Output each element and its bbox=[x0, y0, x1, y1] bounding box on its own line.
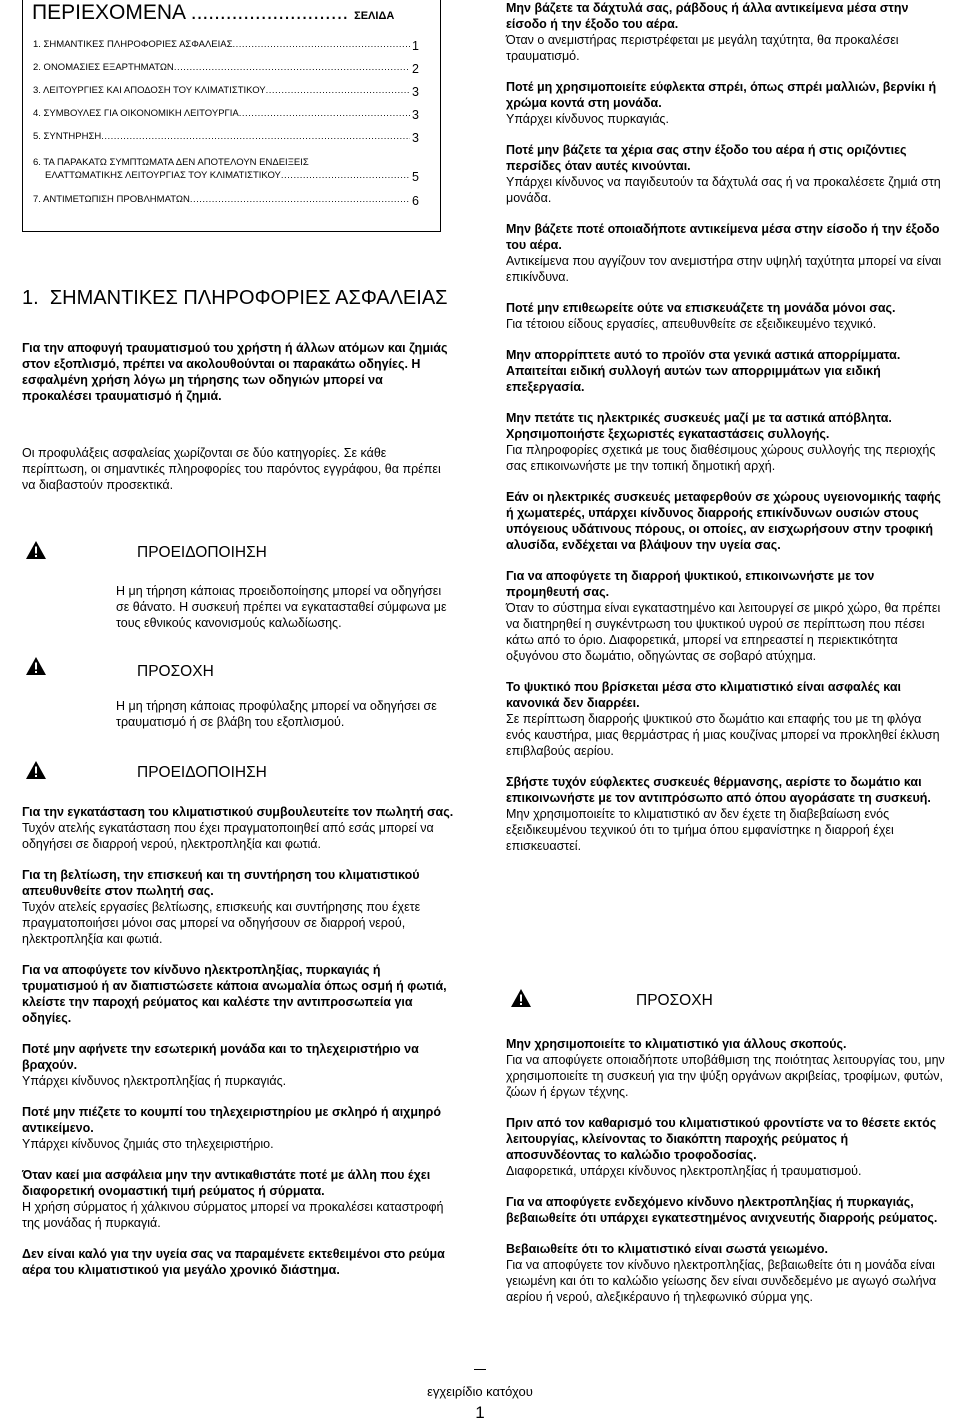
safety-item-heading: Μην βάζετε τα δάχτυλά σας, ράβδους ή άλλα αντικείμενα μέσα στην είσοδο ή την έξοδο του αέρα. bbox=[506, 1, 909, 31]
safety-item-heading: Μην πετάτε τις ηλεκτρικές συσκευές μαζί με τα αστικά απόβλητα. Χρησιμοποιήστε ξεχωριστές εγκαταστάσεις συλλογής. bbox=[506, 411, 892, 441]
safety-item-text: Υπάρχει κίνδυνος ζημιάς στο τηλεχειριστήριο. bbox=[22, 1137, 274, 1151]
safety-item-heading: Το ψυκτικό που βρίσκεται μέσα στο κλιματιστικό είναι ασφαλές και κανονικά δεν διαρρέει. bbox=[506, 680, 902, 710]
toc-item[interactable] bbox=[33, 38, 419, 54]
toc-item-label: 4. ΣΥΜΒΟΥΛΕΣ ΓΙΑ ΟΙΚΟΝΟΜΙΚΗ ΛΕΙΤΟΥΡΓΙΑ bbox=[33, 108, 239, 119]
safety-item-heading: Μην απορρίπτετε αυτό το προϊόν στα γενικά αστικά απορρίμματα. Απαιτείται ειδική συλλογή αυτών των απορριμμάτων για ειδική επεξεργασία. bbox=[506, 348, 901, 394]
section-heading bbox=[22, 285, 448, 311]
safety-item-heading: Ποτέ μην πιέζετε το κουμπί του τηλεχειριστηρίου με σκληρό ή αιχμηρό αντικείμενο. bbox=[22, 1105, 442, 1135]
safety-item-heading: Δεν είναι καλό για την υγεία σας να παραμένετε εκτεθειμένοι στο ρεύμα αέρα του κλιματιστικού για μεγάλο χρονικό διάστημα. bbox=[22, 1247, 445, 1277]
warning-triangle-icon bbox=[25, 540, 47, 560]
intro-bold: Για την αποφυγή τραυματισμού του χρήστη ή άλλων ατόμων και ζημιάς στον εξοπλισμό, πρέπει να ακολουθούνται οι παρακάτω οδηγίες. Η εσφαλμένη χρήση λόγω μη τήρησης των οδηγιών μπορεί να προκαλέσει τραυματισμό ή ζημιά. bbox=[22, 341, 448, 403]
toc-item-label: ΕΛΑΤΤΩΜΑΤΙΚΗΣ ΛΕΙΤΟΥΡΓΙΑΣ ΤΟΥ ΚΛΙΜΑΤΙΣΤΙΚΟΥ bbox=[45, 170, 281, 181]
safety-item bbox=[22, 867, 454, 947]
safety-item-text: Για πληροφορίες σχετικά με τους διαθέσιμους χώρους συλλογής της περιοχής σας επικοινωνήστε με την τοπική δημοτική αρχή. bbox=[506, 443, 936, 473]
footer-label: εγχειρίδιο κατόχου bbox=[427, 1384, 533, 1399]
toc-item-label: 1. ΣΗΜΑΝΤΙΚΕΣ ΠΛΗΡΟΦΟΡΙΕΣ ΑΣΦΑΛΕΙΑΣ bbox=[33, 39, 233, 50]
safety-item-text: Όταν το σύστημα είναι εγκαταστημένο και λειτουργεί σε μικρό χώρο, θα πρέπει να διατηρηθεί η συγκέντρωση του ψυκτικού υγρού σε περίπτωση που πέσει κάτω από το όριο. Διαφορετικά, μπορεί να επηρεαστεί η περιεκτικότητα οξυγόνου στο δωμάτιο, οδηγώντας σε σοβαρό ατύχημα. bbox=[506, 601, 941, 663]
safety-item bbox=[506, 0, 946, 64]
safety-item bbox=[506, 1036, 946, 1100]
toc-item-label: 3. ΛΕΙΤΟΥΡΓΙΕΣ ΚΑΙ ΑΠΟΔΟΣΗ ΤΟΥ ΚΛΙΜΑΤΙΣΤΙΚΟΥ bbox=[33, 85, 266, 96]
toc-item-page: 3 bbox=[412, 85, 419, 99]
toc-item-page: 3 bbox=[412, 131, 419, 145]
safety-item-heading: Εάν οι ηλεκτρικές συσκευές μεταφερθούν σε χώρους υγειονομικής ταφής ή χωματερές, υπάρχει κίνδυνος διαρροής επικίνδυνων ουσιών στους υπόγειους υδάτινους πόρους, οι οποίες, αν εισχωρήσουν στην τροφική αλυσίδα, ενδέχεται να βλάψουν την υγεία σας. bbox=[506, 490, 941, 552]
caution-triangle-icon bbox=[25, 656, 47, 676]
safety-item-text: Η χρήση σύρματος ή χάλκινου σύρματος μπορεί να προκαλέσει καταστροφή της μονάδας ή πυρκαγιά. bbox=[22, 1200, 444, 1230]
toc-item[interactable] bbox=[33, 130, 419, 146]
safety-item bbox=[506, 221, 946, 285]
safety-item-text: Τυχόν ατελής εγκατάσταση που έχει πραγματοποιηθεί από εσάς μπορεί να οδηγήσει σε διαρροή νερού, ηλεκτροπληξία και φωτιά. bbox=[22, 821, 434, 851]
safety-item-heading: Για την εγκατάσταση του κλιματιστικού συμβουλευτείτε τον πωλητή σας. bbox=[22, 805, 454, 819]
safety-item-heading: Για να αποφύγετε τη διαρροή ψυκτικού, επικοινωνήστε με τον προμηθευτή σας. bbox=[506, 569, 875, 599]
safety-item-heading: Ποτέ μη χρησιμοποιείτε εύφλεκτα σπρέι, όπως σπρέι μαλλιών, βερνίκι ή χρώμα κοντά στη μονάδα. bbox=[506, 80, 937, 110]
toc-heading bbox=[32, 0, 394, 29]
toc-item-label: 2. ΟΝΟΜΑΣΙΕΣ ΕΞΑΡΤΗΜΑΤΩΝ bbox=[33, 62, 174, 73]
toc-item[interactable] bbox=[33, 193, 419, 209]
section-title: ΣΗΜΑΝΤΙΚΕΣ ΠΛΗΡΟΦΟΡΙΕΣ ΑΣΦΑΛΕΙΑΣ bbox=[49, 287, 448, 309]
box-caution-title: ΠΡΟΣΟΧΗ bbox=[137, 663, 214, 680]
safety-item bbox=[506, 142, 946, 206]
toc-title: ΠΕΡΙΕΧΟΜΕΝΑ bbox=[32, 1, 185, 24]
toc-title-dots: ........................... bbox=[190, 1, 349, 24]
safety-item-text: Για να αποφύγετε τον κίνδυνο ηλεκτροπληξίας, βεβαιωθείτε ότι η μονάδα είναι γειωμένη και ότι το καλώδιο γείωσης δεν είναι συνδεδεμένο με αγωγό σωλήνα αερίου ή νερού, αλεξικέραυνο ή τηλεφωνικό σύρμα γης. bbox=[506, 1258, 937, 1304]
box-warning-text: Η μη τήρηση κάποιας προειδοποίησης μπορεί να οδηγήσει σε θάνατο. Η συσκευή πρέπει να εγκατασταθεί σύμφωνα με τους εθνικούς κανονισμούς καλωδίωσης. bbox=[116, 584, 447, 630]
safety-item bbox=[506, 79, 946, 127]
intro-text: Οι προφυλάξεις ασφαλείας χωρίζονται σε δύο κατηγορίες. Σε κάθε περίπτωση, οι σημαντικές πληροφορίες του παρόντος εγγράφου, θα πρέπει να διαβαστούν προσεκτικά. bbox=[22, 446, 441, 492]
safety-item-text: Υπάρχει κίνδυνος ηλεκτροπληξίας ή πυρκαγιάς. bbox=[22, 1074, 287, 1088]
toc-item[interactable] bbox=[33, 61, 419, 77]
toc-item[interactable] bbox=[33, 107, 419, 123]
safety-item bbox=[506, 347, 946, 395]
section-number: 1. bbox=[22, 287, 39, 309]
toc-item-line1: 6. ΤΑ ΠΑΡΑΚΑΤΩ ΣΥΜΠΤΩΜΑΤΑ ΔΕΝ ΑΠΟΤΕΛΟΥΝ ΕΝΔΕΙΞΕΙΣ bbox=[33, 157, 309, 168]
safety-item bbox=[506, 300, 946, 332]
safety-item bbox=[506, 774, 946, 854]
safety-item-text: Για να αποφύγετε οποιαδήποτε υποβάθμιση της ποιότητας λειτουργίας του, μην χρησιμοποιείτε τη συσκευή για την ψύξη οργάνων ακριβείας, τροφίμων, φυτών, ζώων ή έργων τέχνης. bbox=[506, 1053, 945, 1099]
safety-item-heading: Μην βάζετε ποτέ οποιαδήποτε αντικείμενα μέσα στην είσοδο ή την έξοδο του αέρα. bbox=[506, 222, 940, 252]
safety-item-text: Αντικείμενα που αγγίζουν τον ανεμιστήρα στην υψηλή ταχύτητα μπορεί να είναι επικίνδυνα. bbox=[506, 254, 942, 284]
toc-item-page: 6 bbox=[412, 194, 419, 208]
toc-item-page: 5 bbox=[412, 170, 419, 184]
safety-item-text: Μην χρησιμοποιείτε το κλιματιστικό αν δεν έχετε τη διαβεβαίωση ενός εξειδικευμένου τεχνικού ότι το τμήμα όπου εμφανίστηκε η διαρροή έχει επισκευαστεί. bbox=[506, 807, 894, 853]
toc-item-label: 5. ΣΥΝΤΗΡΗΣΗ bbox=[33, 131, 102, 142]
warning-triangle-icon bbox=[25, 760, 47, 780]
toc-item-page: 1 bbox=[412, 39, 419, 53]
safety-item-text: Όταν ο ανεμιστήρας περιστρέφεται με μεγάλη ταχύτητα, θα προκαλέσει τραυματισμό. bbox=[506, 33, 899, 63]
page-number: 1 bbox=[475, 1403, 485, 1422]
safety-item-heading: Ποτέ μην βάζετε τα χέρια σας στην έξοδο του αέρα ή στις οριζόντιες περσίδες όταν αυτές κινούνται. bbox=[506, 143, 907, 173]
safety-item bbox=[506, 1241, 946, 1305]
safety-item bbox=[22, 1041, 454, 1089]
safety-item bbox=[22, 1167, 454, 1231]
safety-item bbox=[506, 679, 946, 759]
table-of-contents bbox=[22, 0, 441, 232]
safety-item bbox=[506, 1115, 946, 1179]
toc-item[interactable] bbox=[45, 169, 419, 185]
safety-item-text: Σε περίπτωση διαρροής ψυκτικού στο δωμάτιο και επαφής του με τη φλόγα ενός καυστήρα, μιας θερμάστρας ή μιας κουζίνας μπορεί να προκληθεί έκλυση επιβλαβούς αερίου. bbox=[506, 712, 940, 758]
safety-item bbox=[506, 568, 946, 664]
safety-item-text: Υπάρχει κίνδυνος πυρκαγιάς. bbox=[506, 112, 669, 126]
safety-item-heading: Πριν από τον καθαρισμό του κλιματιστικού φροντίστε να το θέσετε εκτός λειτουργίας, κλείνοντας το διακόπτη παροχής ρεύματος ή αποσυνδέοντας το καλώδιο τροφοδοσίας. bbox=[506, 1116, 937, 1162]
caution-triangle-icon bbox=[510, 988, 532, 1008]
toc-item[interactable] bbox=[33, 84, 419, 100]
toc-page-column-label: ΣΕΛΙΔΑ bbox=[354, 10, 395, 22]
safety-item-text: Υπάρχει κίνδυνος να παγιδευτούν τα δάχτυλά σας ή να προκαλέσετε ζημιά στη μονάδα. bbox=[506, 175, 941, 205]
safety-item bbox=[506, 1194, 946, 1226]
right-caution-list bbox=[506, 1036, 946, 1305]
toc-item-page: 3 bbox=[412, 108, 419, 122]
box-warning-title-2: ΠΡΟΕΙΔΟΠΟΙΗΣΗ bbox=[137, 764, 267, 781]
safety-item bbox=[22, 804, 454, 852]
right-warning-list bbox=[506, 0, 946, 854]
safety-item-text: Διαφορετικά, υπάρχει κίνδυνος ηλεκτροπληξίας ή τραυματισμού. bbox=[506, 1164, 862, 1178]
safety-item bbox=[22, 962, 454, 1026]
safety-item-heading: Όταν καεί μια ασφάλεια μην την αντικαθιστάτε ποτέ με άλλη που έχει διαφορετική ονομαστική τιμή ρεύματος ή σύρματα. bbox=[22, 1168, 431, 1198]
toc-item-page: 2 bbox=[412, 62, 419, 76]
box-warning-title: ΠΡΟΕΙΔΟΠΟΙΗΣΗ bbox=[137, 544, 267, 561]
safety-item-heading: Βεβαιωθείτε ότι το κλιματιστικό είναι σωστά γειωμένο. bbox=[506, 1242, 828, 1256]
safety-item-text: Τυχόν ατελείς εργασίες βελτίωσης, επισκευής και συντήρησης που έχετε πραγματοποιήσει μόνοι σας μπορεί να οδηγήσουν σε διαρροή νερού, ηλεκτροπληξία και φωτιά. bbox=[22, 900, 421, 946]
safety-item-heading: Ποτέ μην αφήνετε την εσωτερική μονάδα και το τηλεχειριστήριο να βραχούν. bbox=[22, 1042, 419, 1072]
safety-item bbox=[22, 1104, 454, 1152]
footer-rule bbox=[474, 1369, 486, 1370]
safety-item-heading: Σβήστε τυχόν εύφλεκτες συσκευές θέρμανσης, αερίστε το δωμάτιο και επικοινωνήστε με τον αντιπρόσωπο από όπου αγοράσατε τη συσκευή. bbox=[506, 775, 931, 805]
safety-item-heading: Για να αποφύγετε τον κίνδυνο ηλεκτροπληξίας, πυρκαγιάς ή τρυματισμού ή αν διαπιστώσετε κάποια ανωμαλία όπως οσμή ή φωτιά, κλείστε την παροχή ρεύματος και καλέστε την αντιπροσωπεία για οδηγίες. bbox=[22, 963, 447, 1025]
safety-item-text: Για τέτοιου είδους εργασίες, απευθυνθείτε σε εξειδικευμένο τεχνικό. bbox=[506, 317, 877, 331]
safety-item-heading: Ποτέ μην επιθεωρείτε ούτε να επισκευάζετε τη μονάδα μόνοι σας. bbox=[506, 301, 896, 315]
safety-item-heading: Μην χρησιμοποιείτε το κλιματιστικό για άλλους σκοπούς. bbox=[506, 1037, 847, 1051]
safety-item bbox=[506, 489, 946, 553]
safety-item bbox=[22, 1246, 454, 1278]
safety-item bbox=[506, 410, 946, 474]
box-caution-title-2: ΠΡΟΣΟΧΗ bbox=[636, 992, 713, 1009]
safety-item-heading: Για τη βελτίωση, την επισκευή και τη συντήρηση του κλιματιστικού απευθυνθείτε στον πωλητή σας. bbox=[22, 868, 420, 898]
toc-item-label: 7. ΑΝΤΙΜΕΤΩΠΙΣΗ ΠΡΟΒΛΗΜΑΤΩΝ bbox=[33, 194, 190, 205]
left-warning-list bbox=[22, 804, 454, 1278]
safety-item-heading: Για να αποφύγετε ενδεχόμενο κίνδυνο ηλεκτροπληξίας ή πυρκαγιάς, βεβαιωθείτε ότι υπάρχει εγκατεστημένος ανιχνευτής διαρροής ρεύματος. bbox=[506, 1195, 938, 1225]
box-caution-text: Η μη τήρηση κάποιας προφύλαξης μπορεί να οδηγήσει σε τραυματισμό ή σε βλάβη του εξοπλισμού. bbox=[116, 699, 437, 729]
